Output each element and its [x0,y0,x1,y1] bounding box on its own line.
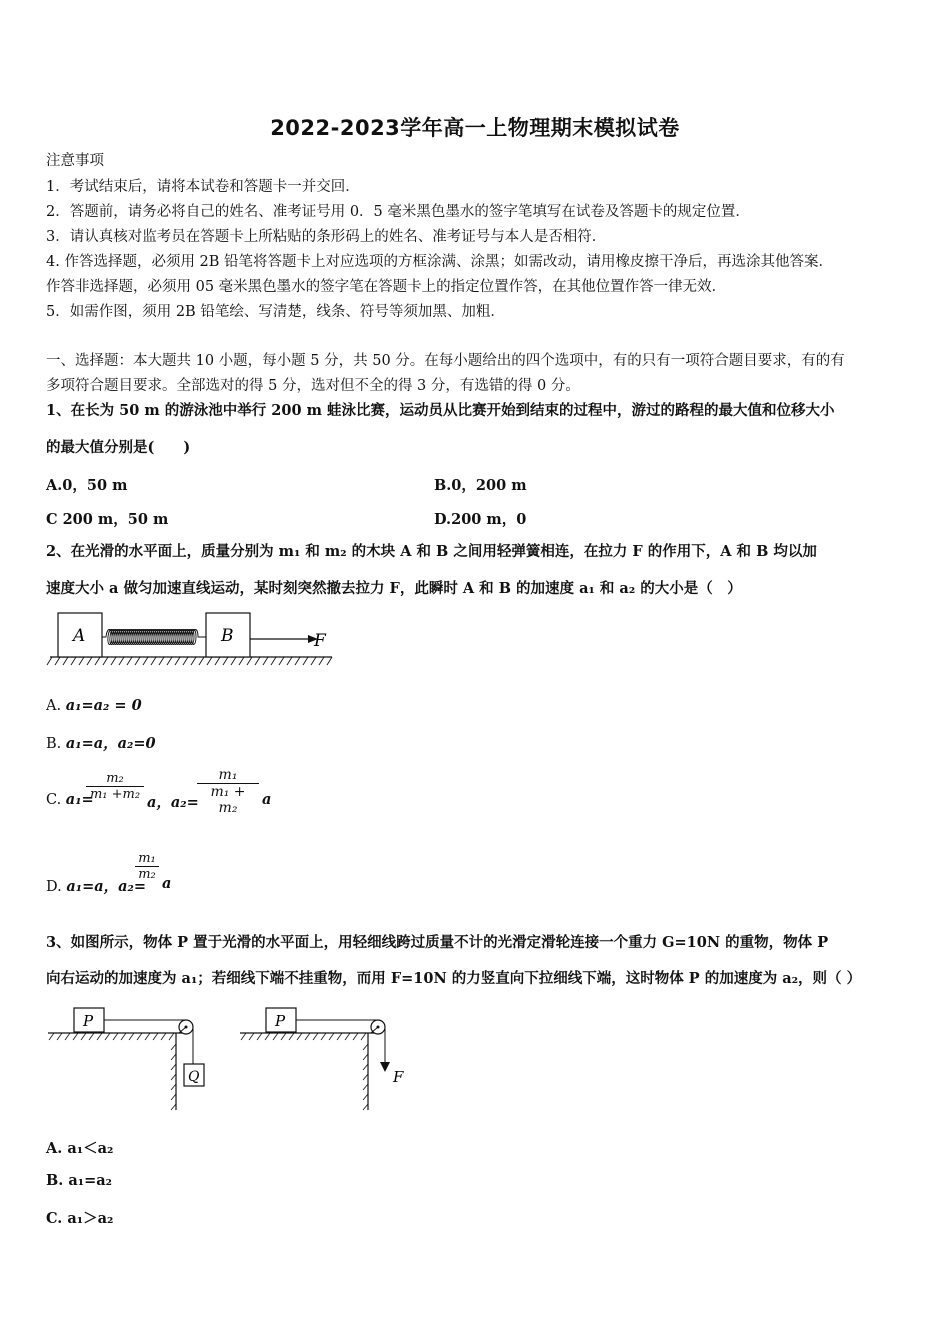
q2-option-d-fraction: $\frac{\text{m₁}}{\text{m₂}}$ [135,851,159,882]
q2-option-b: B. a₁=a，a₂=0 [46,735,156,752]
q2-option-c-fraction-1: $\frac{\text{m₂}}{\text{m₁ +m₂}}$ [86,771,144,802]
q2-option-c-fraction-2: $\frac{\text{m₁}}{\text{m₁ + m₂}}$ [197,767,259,816]
notice-item-4: 4. 作答选择题，必须用 2B 铅笔将答题卡上对应选项的方框涂满、涂黑；如需改动，请用橡皮擦干净后，再选涂其他答案． [46,254,834,270]
q2-spring-diagram [46,610,346,672]
q1-stem-line2: 的最大值分别是( ) [46,439,191,456]
q2-option-c-mid: a，a₂= [147,794,199,811]
q3-pulley-diagram [44,1004,424,1116]
q1-option-a: A.0，50 m [46,477,128,494]
q3-stem-line1: 3、如图所示，物体 P 置于光滑的水平面上，用轻细线跨过质量不计的光滑定滑轮连接一个重力 G=10N 的重物，物体 P [46,934,829,951]
q2-option-c-tail: a [262,791,272,808]
notice-item-5: 5．如需作图，须用 2B 铅笔绘、写清楚，线条、符号等须加黑、加粗． [46,304,505,320]
page-title: 2022-2023学年高一上物理期末模拟试卷 [270,116,680,140]
q2-stem-line1: 2、在光滑的水平面上，质量分别为 m₁ 和 m₂ 的木块 A 和 B 之间用轻弹簧相连，在拉力 F 的作用下，A 和 B 均以加 [46,543,817,560]
notice-item-3: 3．请认真核对监考员在答题卡上所粘贴的条形码上的姓名、准考证号与本人是否相符． [46,229,607,245]
block-a-label: A [73,626,86,646]
force-arrow-down [380,1062,390,1072]
q2-option-d: D. a₁=a，a₂= [46,878,147,895]
q1-stem-line1: 1、在长为 50 m 的游泳池中举行 200 m 蛙泳比赛，运动员从比赛开始到结束的过程中，游过的路程的最大值和位移大小 [46,402,835,419]
block-b-label: B [221,626,234,646]
weight-q-label: Q [188,1069,200,1085]
notice-item-1: 1．考试结束后，请将本试卷和答题卡一并交回． [46,179,360,195]
notice-heading: 注意事项 [46,153,104,169]
force-label: F [314,631,326,651]
q2-option-c: C. a₁= [46,791,94,808]
q2-option-d-tail: a [162,875,172,892]
notice-item-2: 2．答题前，请务必将自己的姓名、准考证号用 0．5 毫米黑色墨水的签字笔填写在试卷及答题卡的规定位置． [46,204,750,220]
q3-option-b: B. a₁=a₂ [46,1172,112,1189]
q3-option-c: C. a₁＞a₂ [46,1210,114,1227]
section-heading-line2: 多项符合题目要求。全部选对的得 5 分，选对但不全的得 3 分，有选错的得 0 分。 [46,378,580,394]
block-p-left-label: P [83,1012,94,1030]
q3-stem-line2: 向右运动的加速度为 a₁；若细线下端不挂重物，而用 F=10N 的力竖直向下拉细线下端，这时物体 P 的加速度为 a₂，则（ ） [46,970,862,987]
block-p-right-label: P [275,1012,286,1030]
q3-option-a: A. a₁＜a₂ [46,1140,114,1157]
notice-item-4-cont: 作答非选择题，必须用 05 毫米黑色墨水的签字笔在答题卡上的指定位置作答，在其他位置作答一律无效． [46,279,727,295]
q1-option-b: B.0，200 m [434,477,527,494]
q2-stem-line2: 速度大小 a 做匀加速直线运动，某时刻突然撤去拉力 F，此瞬时 A 和 B 的加速度 a₁ 和 a₂ 的大小是（ ） [46,580,742,597]
q1-option-d: D.200 m，0 [434,511,527,528]
q1-option-c: C 200 m，50 m [46,511,169,528]
spring [102,630,206,645]
force-f-label: F [393,1068,404,1086]
q2-option-a: A. a₁=a₂ = 0 [46,697,142,714]
section-heading-line1: 一、选择题：本大题共 10 小题，每小题 5 分，共 50 分。在每小题给出的四个选项中，有的只有一项符合题目要求，有的有 [46,353,845,369]
